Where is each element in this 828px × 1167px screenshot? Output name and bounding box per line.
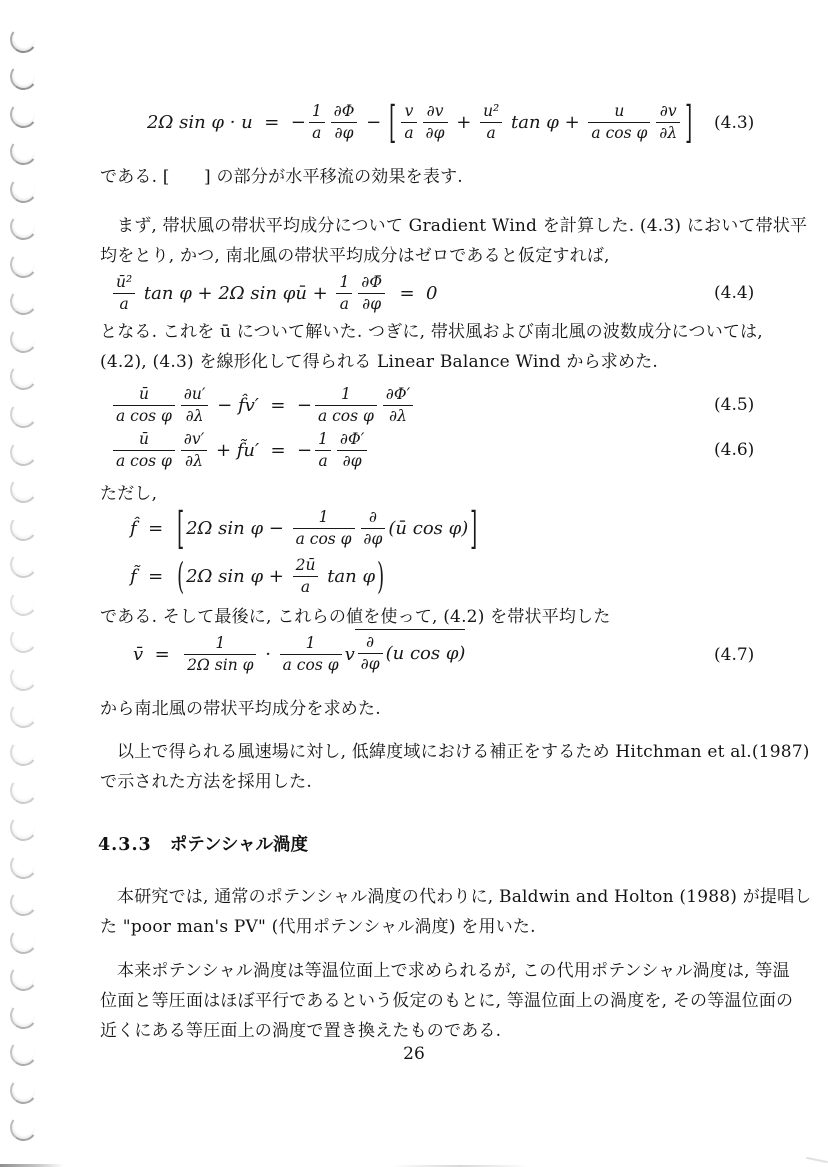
equation-label: (4.3) (714, 112, 755, 133)
equation (147, 97, 695, 149)
equation-label: (4.7) (714, 644, 755, 665)
fraction-numerator: ∂Φ′ (337, 430, 367, 451)
math-delimiter: ] (685, 97, 693, 149)
fraction-numerator: 2ū (293, 556, 319, 577)
math-text: f̂ = (130, 518, 175, 540)
fraction-numerator: ∂ (361, 508, 386, 529)
math-text: v̄ = (133, 644, 182, 666)
math-text: tan φ (321, 566, 376, 588)
fraction-numerator: ū² (113, 273, 135, 294)
math-fraction (588, 102, 650, 144)
math-fraction (383, 385, 413, 427)
binding-hole-icon (8, 812, 38, 842)
math-fraction (656, 102, 680, 144)
math-fraction (315, 430, 331, 472)
math-fraction (358, 633, 383, 675)
binding-hole-icon (8, 887, 38, 917)
scan-edge-artifact (806, 1157, 828, 1164)
text-line: から南北風の帯状平均成分を求めた. (100, 699, 381, 719)
binding-hole-icon (8, 963, 38, 993)
paragraph (100, 882, 812, 942)
fraction-denominator: a cos φ (591, 124, 648, 143)
math-fraction (480, 102, 502, 144)
math-fraction (358, 273, 385, 315)
text-line: ただし, (100, 484, 158, 504)
equation (133, 634, 465, 676)
page-number: 26 (403, 1044, 425, 1064)
math-text: + f̃u′ = − (210, 440, 313, 462)
math-fraction (336, 273, 352, 315)
math-fraction (401, 102, 416, 144)
text-line: 本研究では, 通常のポテンシャル渦度の代わりに, Baldwin and Holton (1988) が提唱し (117, 887, 812, 907)
binding-hole-icon (8, 24, 38, 54)
binding-hole-icon (8, 737, 38, 767)
math-fraction (315, 385, 377, 427)
math-text: − (360, 112, 387, 134)
fraction-numerator: 1 (309, 102, 325, 123)
binding-hole-icon (8, 474, 38, 504)
fraction-numerator: ∂Φ (331, 102, 358, 123)
text-line: 均をとり, かつ, 南北風の帯状平均成分はゼロであると仮定すれば, (100, 246, 610, 266)
binding-hole-icon (8, 324, 38, 354)
text-line: 位面と等圧面はほぼ平行であるという仮定のもとに, 等温位面上の渦度を, その等温位面の (100, 991, 794, 1011)
fraction-numerator: ∂v (656, 102, 680, 123)
text-line: (4.2), (4.3) を線形化して得られる Linear Balance Wind から求めた. (100, 352, 659, 372)
math-text: tan φ + 2Ω sin φū + (138, 283, 334, 305)
fraction-numerator: ū (113, 385, 175, 406)
math-fraction (309, 102, 325, 144)
math-fraction (331, 102, 358, 144)
binding-hole-icon (8, 1000, 38, 1030)
math-text: (u cos φ) (385, 643, 466, 665)
paragraph (100, 211, 808, 271)
paragraph (100, 317, 768, 377)
fraction-denominator: a (318, 452, 328, 471)
text-line: まず, 帯状風の帯状平均成分について Gradient Wind を計算した. (4.3) において帯状平 (117, 216, 808, 236)
paragraph (100, 602, 768, 632)
fraction-denominator: ∂φ (362, 295, 382, 314)
math-fraction (293, 556, 319, 598)
paragraph (100, 479, 768, 509)
binding-hole-icon (8, 850, 38, 880)
math-fraction (184, 634, 256, 676)
equation (130, 556, 387, 598)
fraction-denominator: ∂λ (185, 407, 204, 426)
fraction-numerator: ∂v (423, 102, 448, 123)
fraction-denominator: a cos φ (295, 530, 352, 549)
fraction-denominator: ∂λ (185, 452, 203, 471)
text-line: 近くにある等圧面上の渦度で置き換えたものである. (100, 1021, 502, 1041)
equation-label: (4.4) (714, 283, 755, 304)
math-text: 2Ω sin φ · u (147, 112, 253, 134)
math-delimiter: [ (389, 97, 397, 149)
math-fraction (181, 385, 209, 427)
binding-hole-icon (8, 61, 38, 91)
fraction-denominator: ∂φ (363, 530, 383, 549)
math-overline-group (355, 629, 466, 675)
math-text: f̃ = (130, 566, 175, 588)
fraction-denominator: a (312, 124, 322, 143)
fraction-denominator: a (300, 578, 311, 597)
equation-label: (4.5) (714, 395, 755, 416)
fraction-numerator: ∂Φ̄ (358, 273, 385, 294)
fraction-numerator: 1 (184, 634, 256, 655)
text-line: た "poor man's PV" (代用ポテンシャル渦度) を用いた. (100, 917, 536, 937)
binding-hole-icon (8, 1113, 38, 1143)
fraction-denominator: a (486, 124, 496, 143)
fraction-numerator: ∂v′ (181, 430, 207, 451)
equation (110, 430, 370, 472)
paragraph (100, 737, 810, 797)
fraction-numerator: ū (113, 430, 175, 451)
fraction-denominator: a cos φ (317, 407, 374, 426)
math-text: · (259, 644, 277, 666)
math-delimiter: ( (176, 555, 184, 598)
equation-block (0, 503, 828, 555)
fraction-denominator: ∂φ (360, 655, 380, 674)
section-number: 4.3.3 (98, 835, 152, 855)
section-heading (98, 831, 308, 856)
equation-block (0, 429, 828, 472)
paragraph (100, 956, 794, 1046)
text-line: 本来ポテンシャル渦度は等温位面上で求められるが, この代用ポテンシャル渦度は, 等温 (117, 961, 790, 981)
binding-hole-icon (8, 212, 38, 242)
math-text: v (344, 644, 355, 666)
equation-block (0, 556, 828, 598)
equation-label: (4.6) (714, 440, 755, 461)
equation (130, 503, 480, 555)
fraction-numerator: u² (480, 102, 502, 123)
fraction-numerator: 1 (293, 508, 355, 529)
math-text: tan φ + (505, 112, 586, 134)
fraction-denominator: ∂φ (425, 124, 445, 143)
math-fraction (280, 634, 342, 676)
binding-hole-icon (8, 1075, 38, 1105)
fraction-denominator: ∂λ (389, 407, 407, 426)
fraction-denominator: a cos φ (116, 452, 172, 471)
equation-block (0, 272, 828, 315)
math-fraction (113, 385, 175, 427)
fraction-denominator: ∂φ (342, 452, 362, 471)
fraction-numerator: ∂Φ′ (383, 385, 413, 406)
fraction-numerator: v (401, 102, 416, 123)
section-title: ポテンシャル渦度 (169, 835, 309, 855)
fraction-numerator: 1 (336, 273, 352, 294)
fraction-denominator: a (339, 295, 350, 314)
binding-hole-icon (8, 775, 38, 805)
fraction-denominator: ∂φ (334, 124, 354, 143)
fraction-numerator: 1 (280, 634, 342, 655)
math-text: = 0 (388, 283, 438, 305)
fraction-denominator: a cos φ (116, 407, 172, 426)
math-text: 2Ω sin φ − (186, 518, 290, 540)
fraction-denominator: ∂λ (659, 124, 678, 143)
math-delimiter: ] (470, 503, 478, 555)
fraction-numerator: 1 (315, 385, 377, 406)
binding-hole-icon (8, 700, 38, 730)
text-line: で示された方法を採用した. (100, 772, 313, 792)
binding-hole-icon (8, 174, 38, 204)
math-fraction (181, 430, 207, 472)
math-text: + (450, 112, 478, 134)
math-text: 2Ω sin φ + (186, 566, 290, 588)
equation (110, 273, 438, 315)
text-line: 以上で得られる風速場に対し, 低緯度域における補正をするため Hitchman et al.(1987) (117, 742, 810, 762)
equation-block (0, 97, 828, 149)
math-fraction (113, 430, 175, 472)
math-fraction (361, 508, 386, 550)
fraction-denominator: a cos φ (282, 656, 339, 675)
fraction-numerator: ∂ (358, 633, 383, 654)
math-fraction (423, 102, 448, 144)
math-delimiter: [ (176, 503, 184, 555)
text-line: となる. これを ū について解いた. つぎに, 帯状風および南北風の波数成分については, (100, 322, 763, 342)
equation (110, 385, 416, 427)
fraction-numerator: ∂u′ (181, 385, 209, 406)
text-line: である. そして最後に, これらの値を使って, (4.2) を帯状平均した (100, 607, 611, 627)
math-fraction (337, 430, 367, 472)
math-delimiter: ) (377, 555, 385, 598)
equation-block (0, 634, 828, 676)
fraction-denominator: 2Ω sin φ (187, 656, 254, 675)
math-fraction (113, 273, 135, 315)
paragraph (100, 694, 768, 724)
math-text: − f̂v′ = − (211, 395, 312, 417)
equation-block (0, 384, 828, 427)
paragraph (100, 162, 768, 192)
math-fraction (293, 508, 355, 550)
fraction-numerator: u (588, 102, 650, 123)
fraction-numerator: 1 (315, 430, 331, 451)
binding-hole-icon (8, 925, 38, 955)
fraction-denominator: a (119, 295, 129, 314)
fraction-denominator: a (404, 124, 414, 143)
text-line: である. [ ] の部分が水平移流の効果を表す. (100, 167, 463, 187)
math-text: (ū cos φ) (388, 518, 469, 540)
math-text: = − (252, 112, 306, 134)
